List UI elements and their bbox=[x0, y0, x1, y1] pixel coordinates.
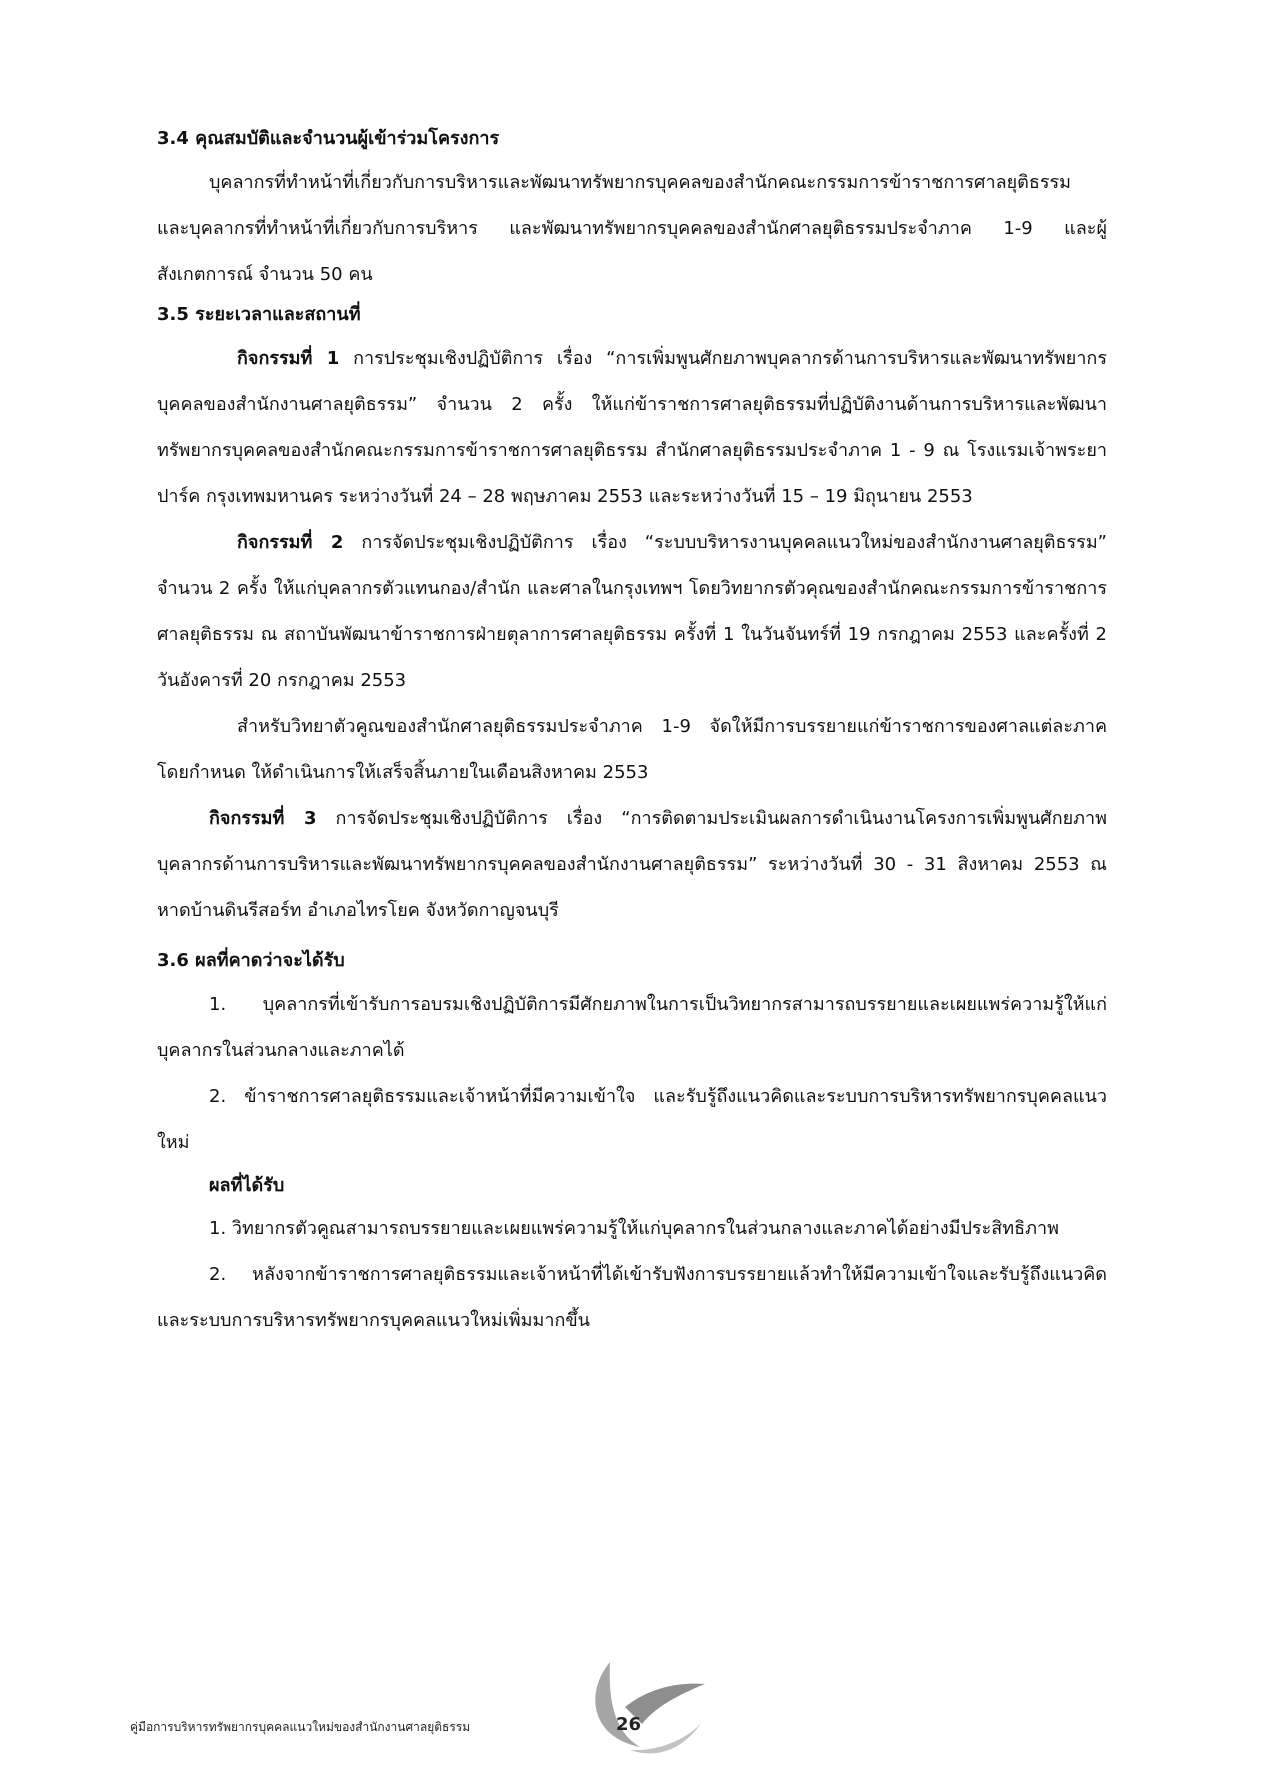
section-heading-3-5: 3.5 ระยะเวลาและสถานที่ bbox=[157, 304, 361, 325]
swoosh-logo-icon bbox=[580, 1652, 710, 1762]
activity-2-paragraph bbox=[157, 520, 1107, 704]
activity-1-paragraph bbox=[157, 336, 1107, 520]
activity-1-text: การประชุมเชิงปฏิบัติการ เรื่อง “การเพิ่มพูนศักยภาพบุคลากรด้านการบริหารและพัฒนาทรัพยากรบุคคลของสำนักงานศาลยุติธรรม” จำนวน 2 ครั้ง ให้แก่ข้าราชการศาลยุติธรรมที่ปฏิบัติงานด้านการบริหารและพัฒนาทรัพยากรบุคคลของสำนักคณะกรรมการข้าราชการศาลยุติธรรม สำนักศาลยุติธรรมประจำภาค 1 - 9 ณ โรงแรมเจ้าพระยาปาร์ค กรุงเทพมหานคร ระหว่างวันที่ 24 – 28 พฤษภาคม 2553 และระหว่างวันที่ 15 – 19 มิถุนายน 2553 bbox=[157, 348, 1108, 507]
section-heading-3-4: 3.4 คุณสมบัติและจำนวนผู้เข้าร่วมโครงการ bbox=[157, 128, 500, 149]
results-heading: ผลที่ได้รับ bbox=[209, 1175, 285, 1196]
actual-result-2: 2. หลังจากข้าราชการศาลยุติธรรมและเจ้าหน้าที่ได้เข้ารับฟังการบรรยายแล้วทำให้มีความเข้าใจและรับรู้ถึงแนวคิดและระบบการบริหารทรัพยากรบุคคลแนวใหม่เพิ่มมากขึ้น bbox=[157, 1264, 1107, 1331]
footer-title: คู่มือการบริหารทรัพยากรบุคคลแนวใหม่ของสำนักงานศาลยุติธรรม bbox=[130, 1720, 471, 1734]
expected-result-1: 1. บุคลากรที่เข้ารับการอบรมเชิงปฏิบัติการมีศักยภาพในการเป็นวิทยากรสามารถบรรยายและเผยแพร่ความรู้ให้แก่บุคลากรในส่วนกลางและภาคได้ bbox=[157, 994, 1107, 1061]
section-heading-3-6: 3.6 ผลที่คาดว่าจะได้รับ bbox=[157, 950, 345, 971]
activity-3-label: กิจกรรมที่ 3 bbox=[209, 808, 317, 829]
regional-note-paragraph: สำหรับวิทยาตัวคูณของสำนักศาลยุติธรรมประจำภาค 1-9 จัดให้มีการบรรยายแก่ข้าราชการของศาลแต่ละภาค โดยกำหนด ให้ดำเนินการให้เสร็จสิ้นภายในเดือนสิงหาคม 2553 bbox=[157, 716, 1107, 783]
page-content bbox=[157, 126, 1107, 1344]
page-number: 26 bbox=[616, 1714, 642, 1735]
actual-result-1: 1. วิทยากรตัวคูณสามารถบรรยายและเผยแพร่ความรู้ให้แก่บุคลากรในส่วนกลางและภาคได้อย่างมีประสิทธิภาพ bbox=[209, 1218, 1059, 1239]
expected-result-2: 2. ข้าราชการศาลยุติธรรมและเจ้าหน้าที่มีความเข้าใจ และรับรู้ถึงแนวคิดและระบบการบริหารทรัพยากรบุคคลแนวใหม่ bbox=[157, 1086, 1107, 1153]
activity-2-text: การจัดประชุมเชิงปฏิบัติการ เรื่อง “ระบบบริหารงานบุคคลแนวใหม่ของสำนักงานศาลยุติธรรม” จำนวน 2 ครั้ง ให้แก่บุคลากรตัวแทนกอง/สำนัก และศาลในกรุงเทพฯ โดยวิทยากรตัวคุณของสำนักคณะกรรมการข้าราชการศาลยุติธรรม ณ สถาบันพัฒนาข้าราชการฝ่ายตุลาการศาลยุติธรรม ครั้งที่ 1 ในวันจันทร์ที่ 19 กรกฎาคม 2553 และครั้งที่ 2 วันอังคารที่ 20 กรกฎาคม 2553 bbox=[157, 532, 1108, 691]
activity-3-paragraph bbox=[157, 796, 1107, 934]
participants-paragraph: บุคลากรที่ทำหน้าที่เกี่ยวกับการบริหารและพัฒนาทรัพยากรบุคคลของสำนักคณะกรรมการข้าราชการศาลยุติธรรม และบุคลากรที่ทำหน้าที่เกี่ยวกับการบริหาร และพัฒนาทรัพยากรบุคคลของสำนักศาลยุติธรรมประจำภาค 1-9 และผู้สังเกตการณ์ จำนวน 50 คน bbox=[157, 172, 1107, 285]
activity-2-label: กิจกรรมที่ 2 bbox=[237, 532, 344, 553]
activity-3-text: การจัดประชุมเชิงปฏิบัติการ เรื่อง “การติดตามประเมินผลการดำเนินงานโครงการเพิ่มพูนศักยภาพบุคลากรด้านการบริหารและพัฒนาทรัพยากรบุคคลของสำนักงานศาลยุติธรรม” ระหว่างวันที่ 30 - 31 สิงหาคม 2553 ณ หาดบ้านดินรีสอร์ท อำเภอไทรโยค จังหวัดกาญจนบุรี bbox=[157, 808, 1107, 921]
section-gap bbox=[157, 934, 1107, 948]
page-footer bbox=[130, 1712, 1130, 1752]
activity-1-label: กิจกรรมที่ 1 bbox=[237, 348, 340, 369]
